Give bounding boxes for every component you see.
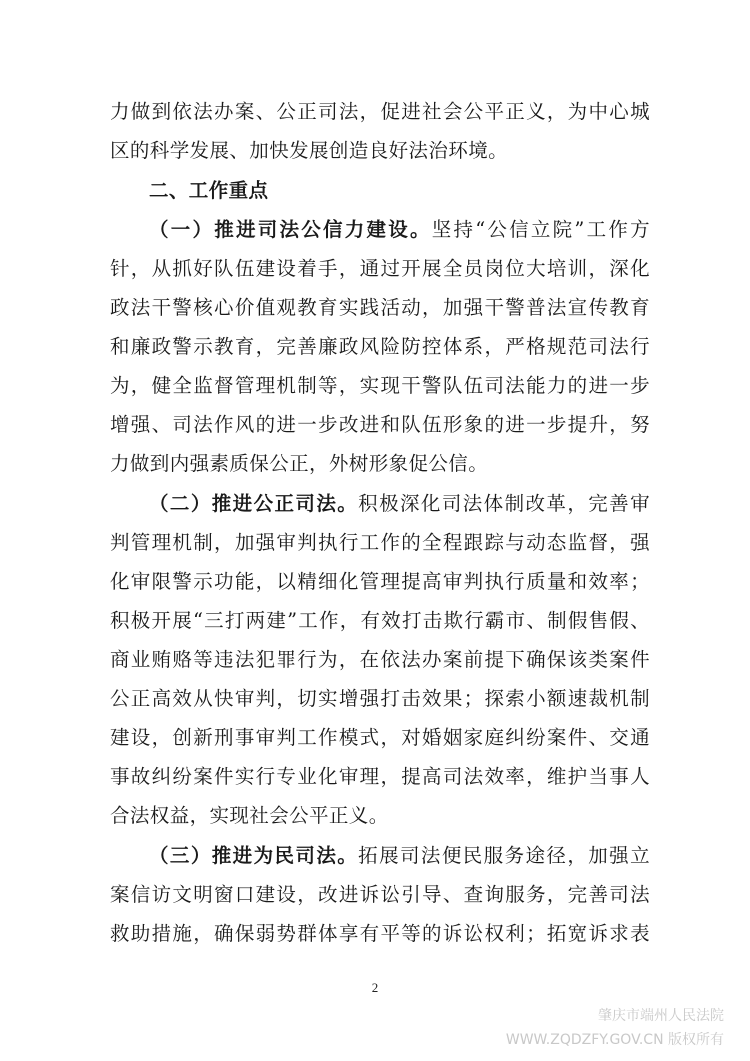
section-heading: 二、工作重点: [149, 179, 269, 202]
paragraph-title: （三）推进为民司法。: [149, 844, 359, 867]
body-text-line: 判管理机制，加强审判执行工作的全程跟踪与动态监督，强: [110, 531, 650, 554]
body-text-line: 积极开展“三打两建”工作，有效打击欺行霸市、制假售假、: [110, 609, 650, 632]
body-text-line: 救助措施，确保弱势群体享有平等的诉讼权利；拓宽诉求表: [110, 922, 650, 945]
body-text-line: 针，从抓好队伍建设着手，通过开展全员岗位大培训，深化: [110, 257, 650, 280]
body-text-line: 增强、司法作风的进一步改进和队伍形象的进一步提升，努: [110, 413, 650, 436]
watermark-court-name: 肇庆市端州人民法院: [598, 1008, 724, 1024]
body-text-line: 政法干警核心价值观教育实践活动，加强干警普法宣传教育: [110, 296, 650, 319]
body-text-line: 公正高效从快审判，切实增强打击效果；探索小额速裁机制: [110, 687, 650, 710]
paragraph-title: （二）推进公正司法。: [149, 492, 359, 515]
body-text-line: 和廉政警示教育，完善廉政风险防控体系，严格规范司法行: [110, 335, 650, 358]
body-text-line: 力做到依法办案、公正司法，促进社会公平正义，为中心城: [110, 100, 650, 123]
paragraph-first-line: [149, 210, 650, 250]
paragraph-first-line: [149, 484, 650, 524]
body-text-line: 建设，创新刑事审判工作模式，对婚姻家庭纠纷案件、交通: [110, 726, 650, 749]
paragraph-first-line: [149, 836, 650, 876]
body-text-line: 区的科学发展、加快发展创造良好法治环境。: [110, 139, 509, 162]
paragraph-title: （一）推进司法公信力建设。: [149, 218, 432, 241]
body-text-line: 为，健全监督管理机制等，实现干警队伍司法能力的进一步: [110, 374, 650, 397]
body-text-line: 案信访文明窗口建设，改进诉讼引导、查询服务，完善司法: [110, 883, 650, 906]
page-number: 2: [371, 980, 379, 995]
body-text-line: 事故纠纷案件实行专业化审理，提高司法效率，维护当事人: [110, 765, 650, 788]
paragraph-text: 积极深化司法体制改革，完善审: [358, 492, 650, 515]
body-text-line: 合法权益，实现社会公平正义。: [110, 804, 389, 827]
paragraph-text: 拓展司法便民服务途径，加强立: [358, 844, 650, 867]
body-text-line: 化审限警示功能，以精细化管理提高审判执行质量和效率；: [110, 570, 650, 593]
body-text-line: 力做到内强素质保公正，外树形象促公信。: [110, 452, 489, 475]
watermark-copyright: WWW.ZQDZFY.GOV.CN 版权所有: [505, 1032, 724, 1048]
body-text-line: 商业贿赂等违法犯罪行为，在依法办案前提下确保该类案件: [110, 648, 650, 671]
paragraph-text: 坚持“公信立院”工作方: [431, 218, 650, 241]
